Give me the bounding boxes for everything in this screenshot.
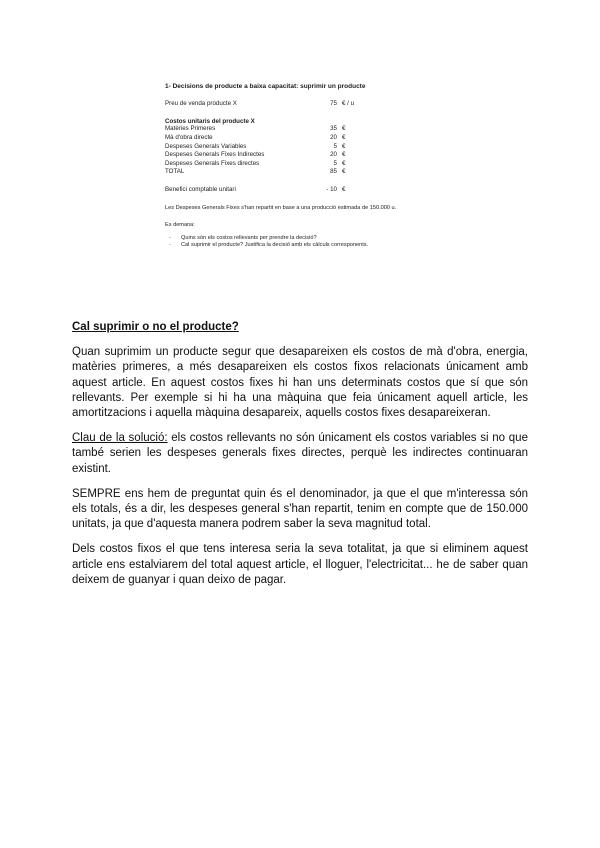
profit-row xyxy=(165,186,455,195)
cost-label: Despeses Generals Fixes Indirectes xyxy=(165,151,265,159)
paragraph-4: Dels costos fixos el que tens interesa seria la seva totalitat, ja que si eliminem aquest article ens estalviarem del total aquest article, el lloguer, l'electricitat... he de saber quan deixem de guanyar i quan deixo de pagar. xyxy=(72,543,528,586)
solution-key-label: Clau de la solució: xyxy=(72,432,168,445)
cost-row xyxy=(165,143,455,152)
cost-value: 5 xyxy=(333,142,337,150)
cost-unit: € xyxy=(342,142,346,150)
paragraph-2 xyxy=(72,431,528,477)
total-value: 85 xyxy=(330,168,337,176)
cost-label: Mà d'obra directe xyxy=(165,134,213,142)
bullet-icon: - xyxy=(169,234,171,241)
price-label: Preu de venda producte X xyxy=(165,100,237,108)
question-item xyxy=(165,235,455,243)
paragraph-1: Quan suprimim un producte segur que desapareixen els costos de mà d'obra, energia, matèries primeres, a més desapareixen els costos fixos relacionats únicament amb aquest article. En aquest costos fixes hi han uns determinats costos que sí que són rellevants. Per exemple si hi ha una màquina que feia únicament aquell article, les amortitzacions i aquella màquina desapareix, aquells costos fixes desapareixeran. xyxy=(72,346,528,420)
cost-label: Despeses Generals Variables xyxy=(165,142,247,150)
cost-row xyxy=(165,134,455,143)
asks-label: Es demana: xyxy=(165,221,195,228)
profit-value: - 10 xyxy=(326,186,337,194)
cost-row xyxy=(165,160,455,169)
cost-row xyxy=(165,125,455,134)
profit-label: Benefici comptable unitari xyxy=(165,186,236,194)
costs-heading: Costos unitaris del producte X xyxy=(165,117,255,125)
fixed-costs-note: Les Despeses Generals Fixes s'han repartit en base a una producció estimada de 150.000 u. xyxy=(165,204,397,211)
cost-row xyxy=(165,151,455,160)
question-item xyxy=(165,242,455,250)
total-unit: € xyxy=(342,168,346,176)
cost-value: 35 xyxy=(330,125,337,133)
price-row xyxy=(165,100,455,109)
cost-value: 5 xyxy=(333,159,337,167)
cost-unit: € xyxy=(342,151,346,159)
total-label: TOTAL xyxy=(165,168,185,176)
cost-label: Despeses Generals Fixes directes xyxy=(165,159,260,167)
cost-value: 20 xyxy=(330,134,337,142)
question-text: Quins són els costos rellevants per prendre la decisió? xyxy=(181,234,317,241)
exercise-image xyxy=(165,83,455,250)
answer-heading: Cal suprimir o no el producte? xyxy=(72,321,239,333)
bullet-icon: - xyxy=(169,242,171,249)
answer-section xyxy=(72,320,528,598)
cost-unit: € xyxy=(342,125,346,133)
question-text: Cal suprimir el producte? Justifica la decisió amb els càlculs corresponents. xyxy=(181,242,369,249)
cost-unit: € xyxy=(342,134,346,142)
cost-unit: € xyxy=(342,159,346,167)
paragraph-3: SEMPRE ens hem de preguntat quin és el denominador, ja que el que m'interessa són els totals, és a dir, les despeses general s'han repartit, tenim en compte que de 150.000 unitats, ja que d'aquesta manera podrem saber la seva magnitud total. xyxy=(72,487,528,531)
cost-value: 20 xyxy=(330,151,337,159)
questions-list xyxy=(165,235,455,250)
cost-label: Matèries Primeres xyxy=(165,125,216,133)
profit-unit: € xyxy=(342,186,346,194)
total-row xyxy=(165,168,455,177)
price-unit: € / u xyxy=(342,100,355,108)
exercise-title: 1- Decisions de producte a baixa capacitat: suprimir un producte xyxy=(165,83,366,90)
solution-key-text: els costos rellevants no són únicament els costos variables si no que també serien les despeses generals fixes directes, perquè les indirectes continuaran existint. xyxy=(72,432,528,475)
price-value: 75 xyxy=(330,100,337,108)
